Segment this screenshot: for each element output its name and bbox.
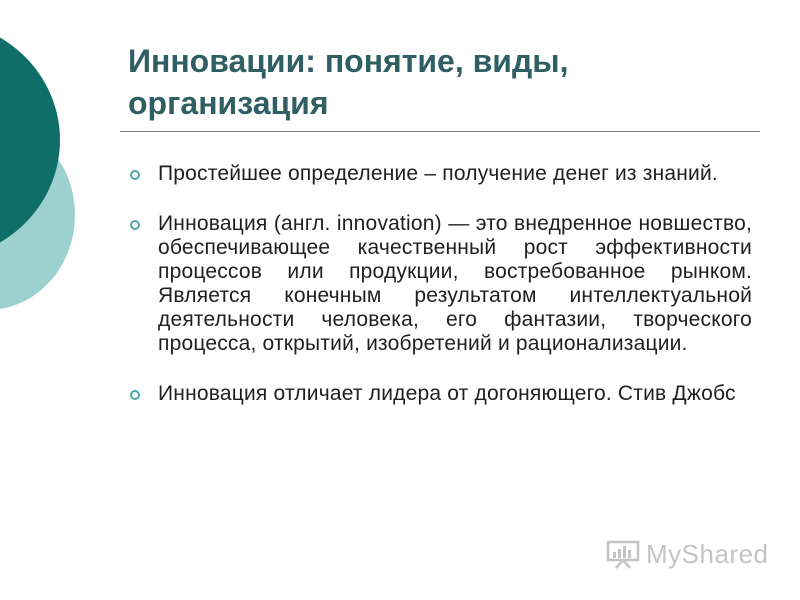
slide-title: Инновации: понятие, виды, организация <box>128 43 569 121</box>
watermark-text: MyShared <box>646 538 769 569</box>
title-divider <box>120 131 760 132</box>
chart-presentation-icon <box>606 539 640 569</box>
hollow-circle-icon <box>130 390 140 400</box>
hollow-circle-icon <box>130 170 140 180</box>
bullet-text: Инновация отличает лидера от догоняющего. Стив Джобс <box>158 382 736 405</box>
bullet-text: Простейшее определение – получение денег из знаний. <box>158 162 718 185</box>
bullet-list <box>128 162 752 406</box>
watermark-logo <box>606 538 769 570</box>
hollow-circle-icon <box>130 220 140 230</box>
bullet-text: Инновация (англ. innovation) — это внедренное новшество, обеспечивающее качественный рост эффективности процессов или продукции, востребованное рынком. Является конечным результатом интеллектуальной деятельности человека, его фантазии, творческого процесса, открытий, изобретений и рационализации. <box>158 212 752 355</box>
bullet-item-innovation <box>128 212 752 356</box>
bullet-item-quote <box>128 382 752 406</box>
bullet-item-definition <box>128 162 752 186</box>
